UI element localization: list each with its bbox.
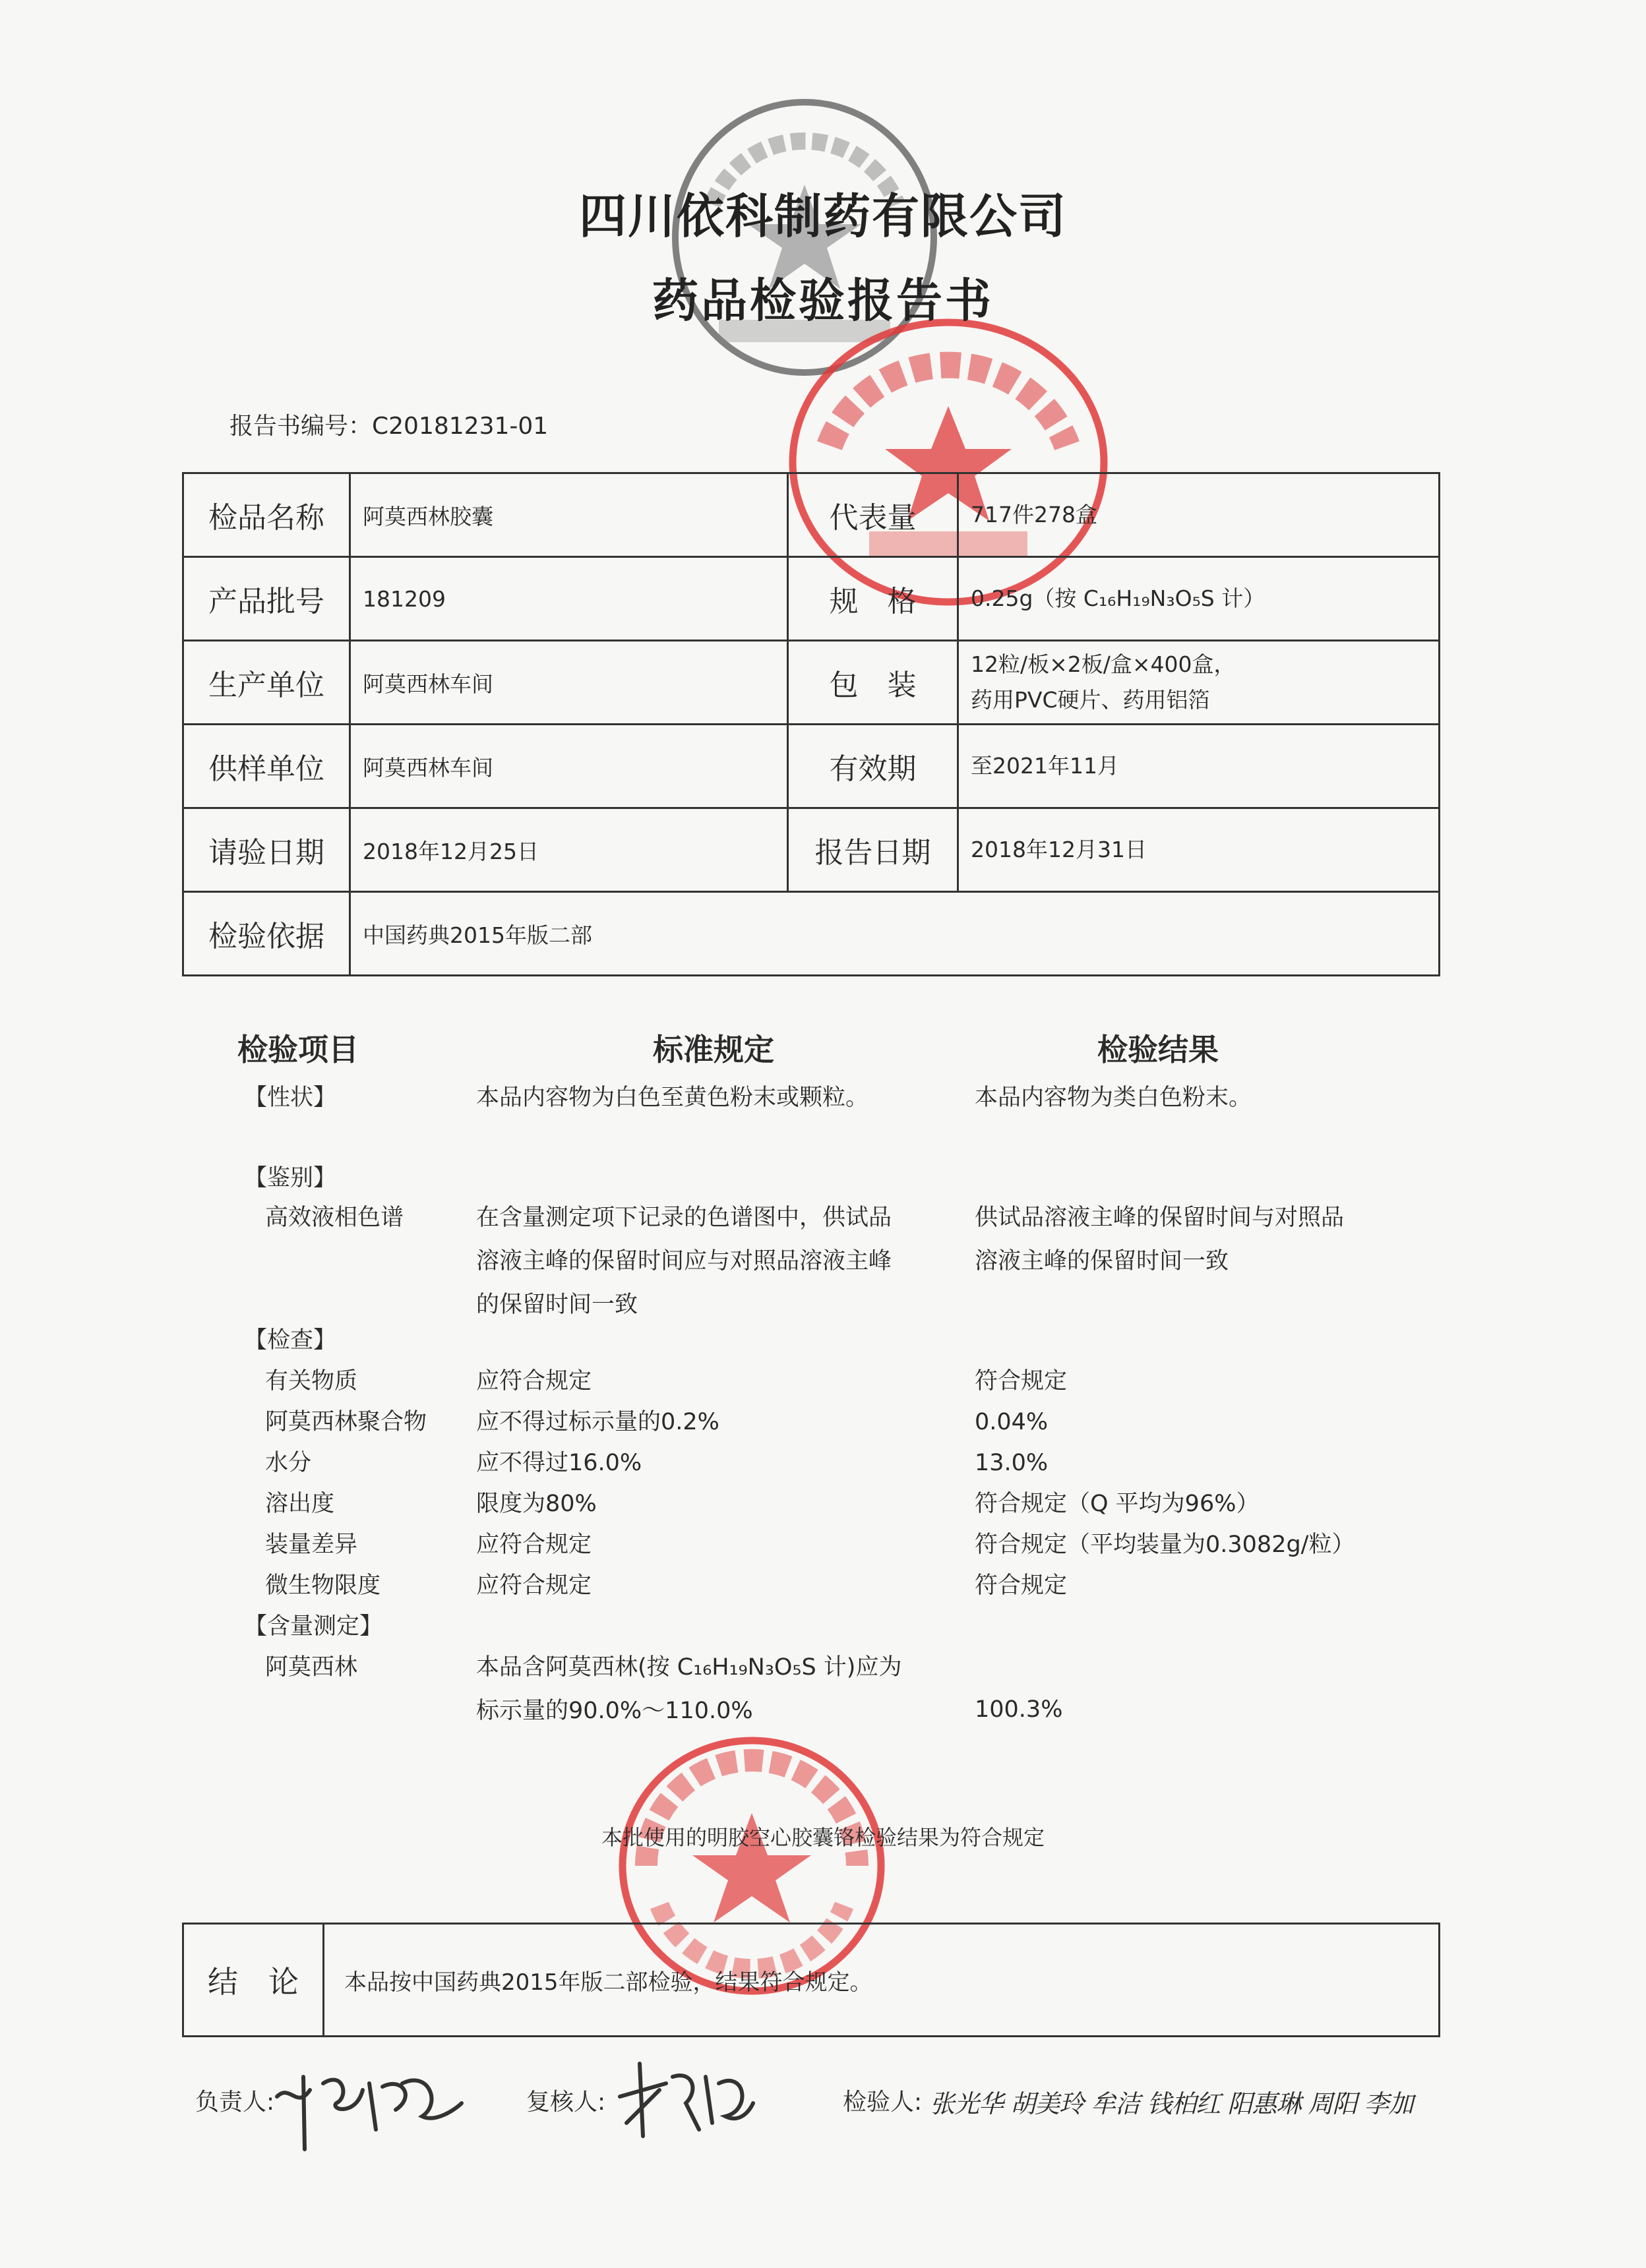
water-standard: 应不得过16.0% bbox=[476, 1450, 642, 1476]
table-row bbox=[183, 808, 1440, 892]
fill-weight-item: 装量差异 bbox=[265, 1532, 358, 1558]
table-row bbox=[183, 1924, 1440, 2037]
appearance-result: 本品内容物为类白色粉末。 bbox=[975, 1085, 1252, 1111]
microbial-item: 微生物限度 bbox=[265, 1572, 381, 1599]
conclusion-label: 结 论 bbox=[183, 1924, 324, 2037]
package-value bbox=[958, 641, 1440, 725]
reviewer-signature bbox=[613, 2050, 758, 2143]
report-number-label: 报告书编号： bbox=[229, 413, 373, 440]
expiry-label: 有效期 bbox=[788, 725, 958, 808]
polymer-result: 0.04% bbox=[975, 1409, 1049, 1435]
inspector-label: 检验人: bbox=[843, 2089, 923, 2116]
request-date-label: 请验日期 bbox=[183, 808, 350, 892]
company-name: 四川依科制药有限公司 bbox=[578, 188, 1067, 244]
assay-standard-line: 本品含阿莫西林(按 C₁₆H₁₉N₃O₅S 计)应为 bbox=[476, 1654, 902, 1681]
section-assay: 【含量测定】 bbox=[244, 1613, 383, 1640]
dissolution-item: 溶出度 bbox=[265, 1491, 335, 1517]
table-row bbox=[183, 557, 1440, 641]
supplier-value: 阿莫西林车间 bbox=[350, 725, 788, 808]
table-row bbox=[183, 725, 1440, 808]
supplier-label: 供样单位 bbox=[183, 725, 350, 808]
hplc-result-line: 溶液主峰的保留时间一致 bbox=[975, 1248, 1229, 1274]
dissolution-result: 符合规定（Q 平均为96%） bbox=[975, 1491, 1260, 1517]
spec-label: 规 格 bbox=[788, 557, 958, 641]
quantity-value: 717件278盒 bbox=[958, 473, 1440, 557]
appearance-standard: 本品内容物为白色至黄色粉末或颗粒。 bbox=[476, 1085, 869, 1111]
package-line-1: 12粒/板×2板/盒×400盒， bbox=[971, 651, 1236, 677]
assay-standard-line: 标示量的90.0%～110.0% bbox=[476, 1698, 753, 1724]
polymer-item: 阿莫西林聚合物 bbox=[265, 1409, 427, 1435]
assay-standard bbox=[476, 1646, 901, 1733]
report-number bbox=[229, 407, 548, 441]
related-substances-result: 符合规定 bbox=[975, 1368, 1068, 1394]
producer-label: 生产单位 bbox=[183, 641, 350, 725]
producer-value: 阿莫西林车间 bbox=[350, 641, 788, 725]
water-result: 13.0% bbox=[975, 1450, 1049, 1476]
basis-value: 中国药典2015年版二部 bbox=[350, 892, 1440, 976]
microbial-standard: 应符合规定 bbox=[476, 1572, 592, 1599]
report-date-value: 2018年12月31日 bbox=[958, 808, 1440, 892]
basis-label: 检验依据 bbox=[183, 892, 350, 976]
inspector-signatures: 张光华 胡美玲 牟洁 钱柏红 阳惠琳 周阳 李加 bbox=[930, 2089, 1413, 2118]
related-substances-standard: 应符合规定 bbox=[476, 1368, 592, 1394]
quantity-label: 代表量 bbox=[788, 473, 958, 557]
fill-weight-result: 符合规定（平均装量为0.3082g/粒） bbox=[975, 1532, 1355, 1558]
hplc-standard-line: 在含量测定项下记录的色谱图中，供试品 bbox=[476, 1205, 892, 1231]
conclusion-table bbox=[182, 1923, 1440, 2037]
table-row bbox=[183, 892, 1440, 976]
hplc-item: 高效液相色谱 bbox=[265, 1205, 404, 1231]
section-tests: 【检查】 bbox=[244, 1327, 337, 1354]
column-header-result: 检验结果 bbox=[1097, 1032, 1219, 1067]
package-label: 包 装 bbox=[788, 641, 958, 725]
spec-value: 0.25g（按 C₁₆H₁₉N₃O₅S 计） bbox=[958, 557, 1440, 641]
related-substances-item: 有关物质 bbox=[265, 1368, 358, 1394]
batch-value: 181209 bbox=[350, 557, 788, 641]
report-date-label: 报告日期 bbox=[788, 808, 958, 892]
reviewer-label: 复核人: bbox=[526, 2089, 606, 2116]
column-header-item: 检验项目 bbox=[237, 1032, 359, 1067]
section-identification: 【鉴别】 bbox=[244, 1165, 337, 1191]
hplc-standard-line: 的保留时间一致 bbox=[476, 1292, 638, 1318]
report-number-value: C20181231-01 bbox=[372, 413, 549, 440]
capsule-chromium-note: 本批使用的明胶空心胶囊铬检验结果为符合规定 bbox=[601, 1825, 1045, 1850]
assay-result: 100.3% bbox=[975, 1696, 1063, 1723]
conclusion-text: 本品按中国药典2015年版二部检验，结果符合规定。 bbox=[324, 1924, 1440, 2037]
assay-item: 阿莫西林 bbox=[265, 1654, 358, 1681]
package-line-2: 药用PVC硬片、药用铝箔 bbox=[971, 687, 1210, 713]
fill-weight-standard: 应符合规定 bbox=[476, 1532, 592, 1558]
column-header-standard: 标准规定 bbox=[653, 1032, 774, 1067]
batch-label: 产品批号 bbox=[183, 557, 350, 641]
sample-name-label: 检品名称 bbox=[183, 473, 350, 557]
hplc-standard-line: 溶液主峰的保留时间应与对照品溶液主峰 bbox=[476, 1248, 892, 1274]
hplc-result bbox=[975, 1196, 1344, 1283]
sample-info-table bbox=[182, 472, 1440, 976]
table-row bbox=[183, 473, 1440, 557]
hplc-standard bbox=[476, 1196, 892, 1327]
expiry-value: 至2021年11月 bbox=[958, 725, 1440, 808]
section-appearance: 【性状】 bbox=[244, 1085, 337, 1111]
hplc-result-line: 供试品溶液主峰的保留时间与对照品 bbox=[975, 1205, 1345, 1231]
water-item: 水分 bbox=[265, 1450, 312, 1476]
sample-name-value: 阿莫西林胶囊 bbox=[350, 473, 788, 557]
responsible-label: 负责人: bbox=[195, 2089, 275, 2116]
polymer-standard: 应不得过标示量的0.2% bbox=[476, 1409, 719, 1435]
microbial-result: 符合规定 bbox=[975, 1572, 1068, 1599]
dissolution-standard: 限度为80% bbox=[476, 1491, 597, 1517]
responsible-signature bbox=[270, 2057, 468, 2156]
table-row bbox=[183, 641, 1440, 725]
request-date-value: 2018年12月25日 bbox=[350, 808, 788, 892]
document-title: 药品检验报告书 bbox=[652, 273, 994, 328]
